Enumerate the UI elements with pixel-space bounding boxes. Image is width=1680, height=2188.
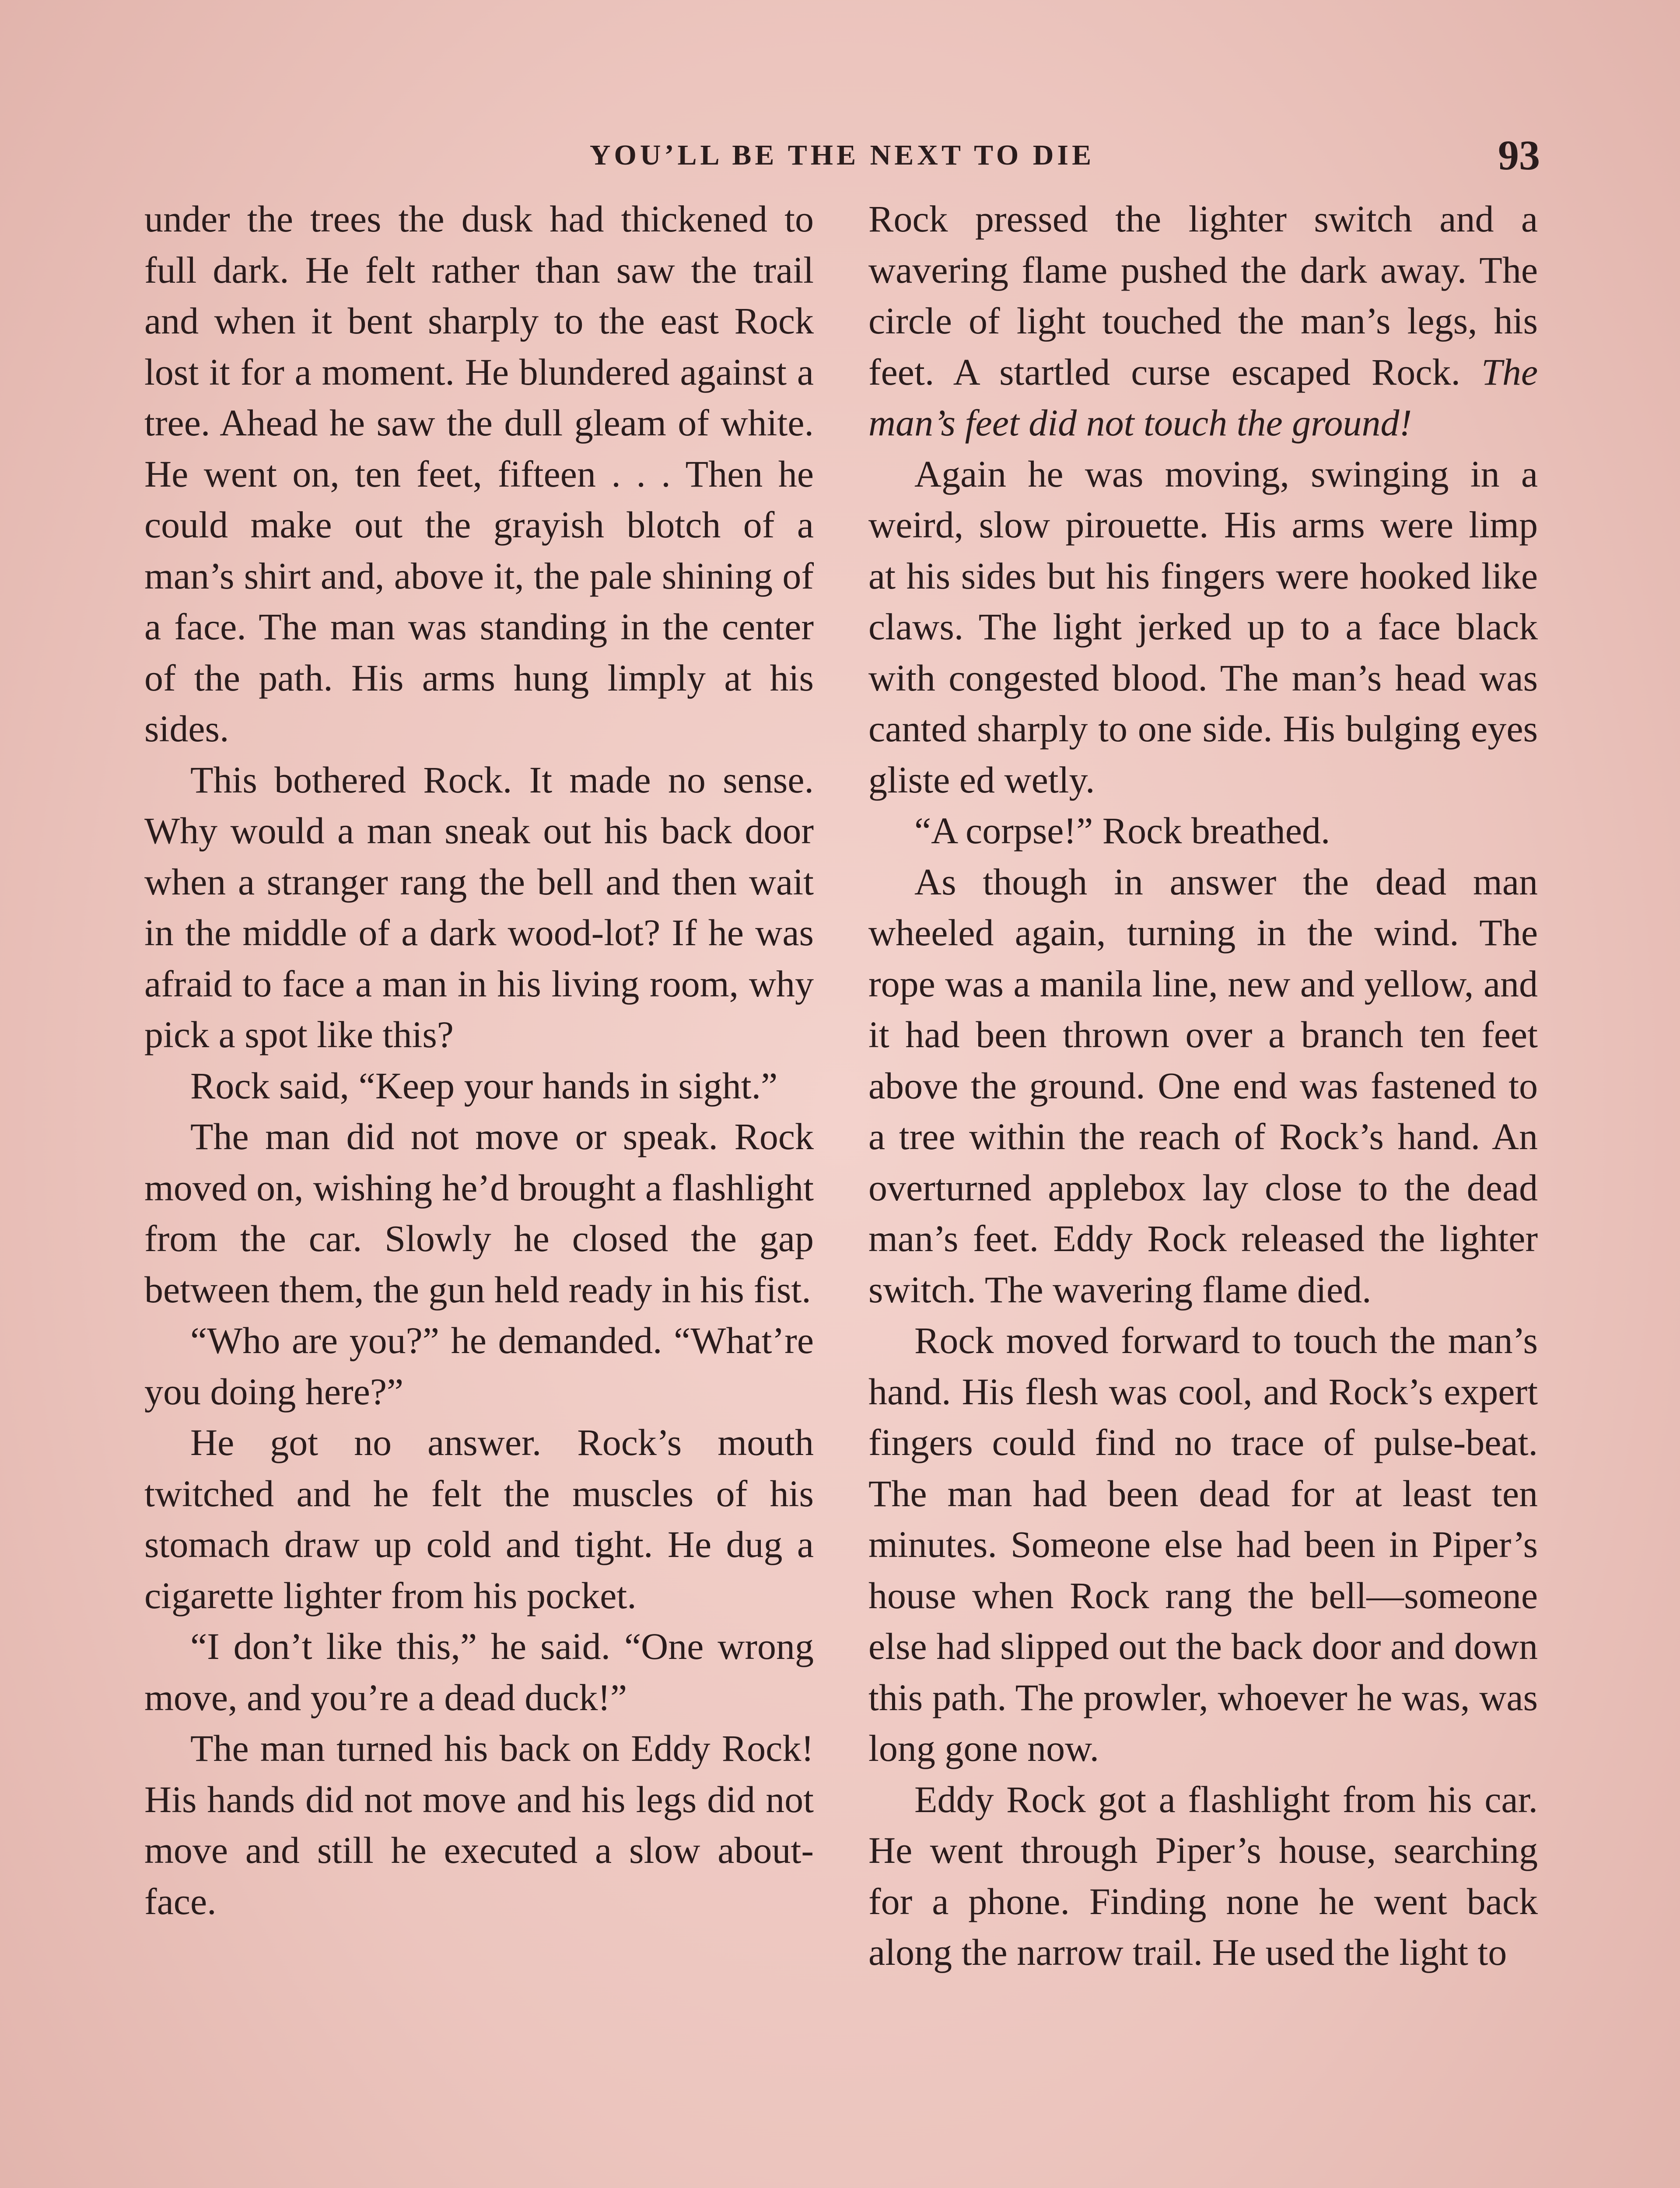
paragraph: “I don’t like this,” he said. “One wrong move, and you’re a dead duck!” xyxy=(144,1625,814,1718)
paragraph: Again he was moving, swinging in a weird, slow pirouette. His arms were limp at his sides but his fingers were hooked like claws. The light jerked up to a face black with congested blood. The man’s head was canted sharply to one side. His bulging eyes gliste ed wetly. xyxy=(868,452,1538,801)
paragraph: Rock said, “Keep your hands in sight.” xyxy=(190,1064,778,1107)
paragraph: Eddy Rock got a flashlight from his car. He went through Piper’s house, searching for a phone. Finding none he went back along the narrow trail. He used the light to xyxy=(868,1778,1538,1973)
running-head xyxy=(144,131,1540,179)
paragraph: The man turned his back on Eddy Rock! His hands did not move and his legs did not move and still he executed a slow about-face. xyxy=(144,1727,814,1922)
paragraph: This bothered Rock. It made no sense. Why would a man sneak out his back door when a stranger rang the bell and then wait in the middle of a dark wood-lot? If he was afraid to face a man in his living room, why pick a spot like this? xyxy=(144,758,814,1055)
paragraph-text: Rock pressed the lighter switch and a wavering flame pushed the dark away. The circle of light touched the man’s legs, his feet. A startled curse escaped Rock. xyxy=(868,198,1538,393)
right-text-column xyxy=(868,193,1538,2188)
paragraph: under the trees the dusk had thickened to full dark. He felt rather than saw the trail and when it bent sharply to the east Rock lost it for a moment. He blundered against a tree. Ahead he saw the dull gleam of white. He went on, ten feet, fifteen . . . Then he could make out the grayish blotch of a man’s shirt and, above it, the pale shining of a face. The man was standing in the center of the path. His arms hung limply at his sides. xyxy=(144,198,814,750)
paragraph xyxy=(868,193,1538,449)
paragraph: He got no answer. Rock’s mouth twitched and he felt the muscles of his stomach draw up cold and tight. He dug a cigarette lighter from his pocket. xyxy=(144,1421,814,1616)
page-number: 93 xyxy=(1498,132,1540,179)
paragraph: “Who are you?” he demanded. “What’re you doing here?” xyxy=(144,1319,814,1413)
left-text-column xyxy=(144,193,814,2188)
paragraph: “A corpse!” Rock breathed. xyxy=(914,810,1330,852)
paragraph: As though in answer the dead man wheeled again, turning in the wind. The rope was a manila line, new and yellow, and it had been thrown over a branch ten feet above the ground. One end was fastened to a tree within the reach of Rock’s hand. An overturned applebox lay close to the dead man’s feet. Eddy Rock released the lighter switch. The wavering flame died. xyxy=(868,860,1538,1311)
paragraph: Rock moved forward to touch the man’s hand. His flesh was cool, and Rock’s expert fingers could find no trace of pulse-beat. The man had been dead for at least ten minutes. Someone else had been in Piper’s house when Rock rang the bell—someone else had slipped out the back door and down this path. The prowler, whoever he was, was long gone now. xyxy=(868,1319,1538,1769)
running-title: YOU’LL BE THE NEXT TO DIE xyxy=(589,139,1095,171)
paragraph: The man did not move or speak. Rock moved on, wishing he’d brought a flashlight from the car. Slowly he closed the gap between them, the gun held ready in his fist. xyxy=(144,1115,814,1311)
italic-sentence: The man’s feet did not touch the ground! xyxy=(868,351,1538,444)
